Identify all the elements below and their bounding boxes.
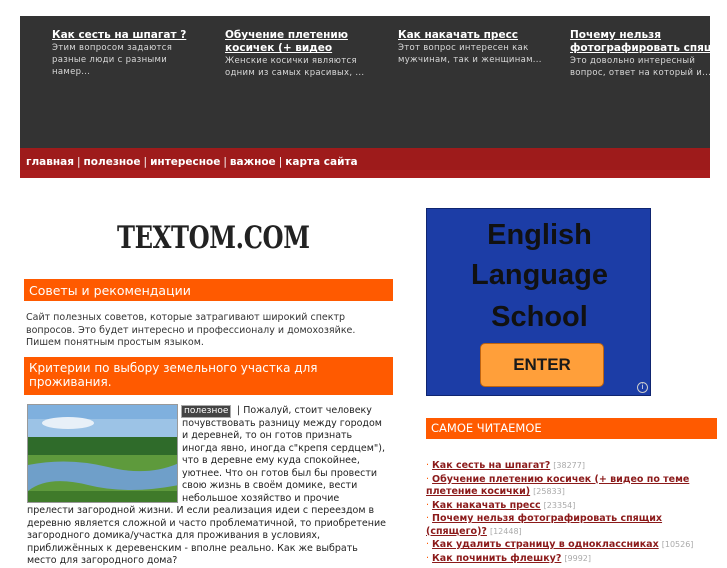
nav-useful[interactable]: полезное xyxy=(83,156,141,168)
bullet-icon: · xyxy=(426,552,433,564)
view-count: [23354] xyxy=(543,500,576,510)
article-text xyxy=(27,405,387,568)
list-item xyxy=(426,553,716,566)
teaser-4-text: Это довольно интересный вопрос, ответ на который и... xyxy=(570,56,712,78)
ad-line-2: Language xyxy=(471,259,608,291)
list-item xyxy=(426,500,716,513)
most-read-link[interactable]: Как починить флешку? xyxy=(432,552,562,564)
view-count: [25833] xyxy=(533,487,565,496)
nav-separator: | xyxy=(278,156,283,168)
bullet-icon: · xyxy=(426,460,433,471)
view-count: [9992] xyxy=(564,553,591,563)
teaser-1-link[interactable]: Как сесть на шпагат ? xyxy=(52,29,187,41)
bullet-icon: · xyxy=(426,539,433,550)
teaser-2 xyxy=(225,29,375,79)
list-item xyxy=(426,474,716,499)
view-count: [38277] xyxy=(553,461,585,470)
ad-enter-button[interactable]: ENTER xyxy=(480,343,604,387)
article-header[interactable]: Критерии по выбору земельного участка для проживания. xyxy=(24,357,393,395)
ad-info-icon[interactable]: i xyxy=(637,382,648,393)
nav-separator: | xyxy=(77,156,81,168)
nav-separator: | xyxy=(223,156,227,168)
site-logo[interactable]: TEXTOM.COM xyxy=(117,220,310,256)
tag-spacer xyxy=(182,405,237,417)
list-item xyxy=(426,460,716,473)
view-count: [10526] xyxy=(661,540,694,549)
teaser-1 xyxy=(52,29,202,78)
most-read-link[interactable]: Как удалить страницу в одноклассниках xyxy=(432,539,659,550)
nav-sitemap[interactable]: карта сайта xyxy=(285,156,358,168)
nav-home[interactable]: главная xyxy=(26,156,74,168)
teaser-2-link[interactable]: Обучение плетению косичек (+ видео xyxy=(225,29,348,54)
section-header: Советы и рекомендации xyxy=(24,279,393,301)
most-read-link[interactable]: Как сесть на шпагат? xyxy=(432,460,551,471)
teaser-4-link[interactable]: Почему нельзя фотографировать спящ xyxy=(570,29,716,54)
category-tag[interactable]: полезное xyxy=(181,405,231,418)
article-body: | Пожалуй, стоит человеку почувствовать разницу между городом и деревней, то он готов признать иногда явно, иногда с"крепя сердцем"), что в деревне ему куда спокойнее, уютнее. Что он готов был бы провести свою жизнь в своём домике, вести небольшое хозяйство и прочие прелести загородной жизни. И если реализация идеи с переездом в деревню является сложной и часто проблематичной, то приобретение загородного домика/участка для проживания в условиях, приближённых к деревенским - вполне реально. Как же выбрать место для загородного дома? xyxy=(27,405,386,566)
teaser-3 xyxy=(398,29,548,66)
teaser-1-text: Этим вопросом задаются разные люди с разными намер... xyxy=(52,43,173,77)
teaser-3-link[interactable]: Как накачать пресс xyxy=(398,29,519,41)
most-read-header: САМОЕ ЧИТАЕМОЕ xyxy=(426,418,717,439)
view-count: [12448] xyxy=(489,526,522,536)
nav-important[interactable]: важное xyxy=(229,156,276,168)
most-read-link[interactable]: Как накачать пресс xyxy=(432,499,541,511)
list-item xyxy=(426,539,716,552)
most-read-link[interactable]: Почему нельзя фотографировать спящих (спящего)? xyxy=(426,513,663,537)
nav-interesting[interactable]: интересное xyxy=(150,156,221,168)
nav-links xyxy=(26,156,358,168)
teaser-3-text: Этот вопрос интересен как мужчинам, так и женщинам... xyxy=(398,43,542,65)
ad-banner[interactable] xyxy=(426,208,651,396)
bullet-icon: · xyxy=(426,499,433,511)
ad-line-3: School xyxy=(491,301,588,333)
bullet-icon: · xyxy=(426,513,433,524)
most-read-list xyxy=(426,460,716,566)
most-read-link[interactable]: Обучение плетению косичек (+ видео по теме плетение косички) xyxy=(426,473,690,497)
teaser-2-text: Женские косички являются одним из самых красивых, ... xyxy=(225,56,365,78)
list-item xyxy=(426,513,716,538)
photo-spacer xyxy=(27,405,182,503)
section-description: Сайт полезных советов, которые затрагивают широкий спектр вопросов. Это будет интересно и профессионалу и домохозяйке. Пишем понятным простым языком. xyxy=(26,312,356,348)
bullet-icon: · xyxy=(426,473,433,485)
left-margin xyxy=(0,0,20,545)
teaser-4 xyxy=(570,29,720,79)
nav-separator: | xyxy=(143,156,148,168)
ad-line-1: English xyxy=(487,219,592,251)
main-nav xyxy=(20,148,710,178)
nav-decoration xyxy=(20,170,710,178)
